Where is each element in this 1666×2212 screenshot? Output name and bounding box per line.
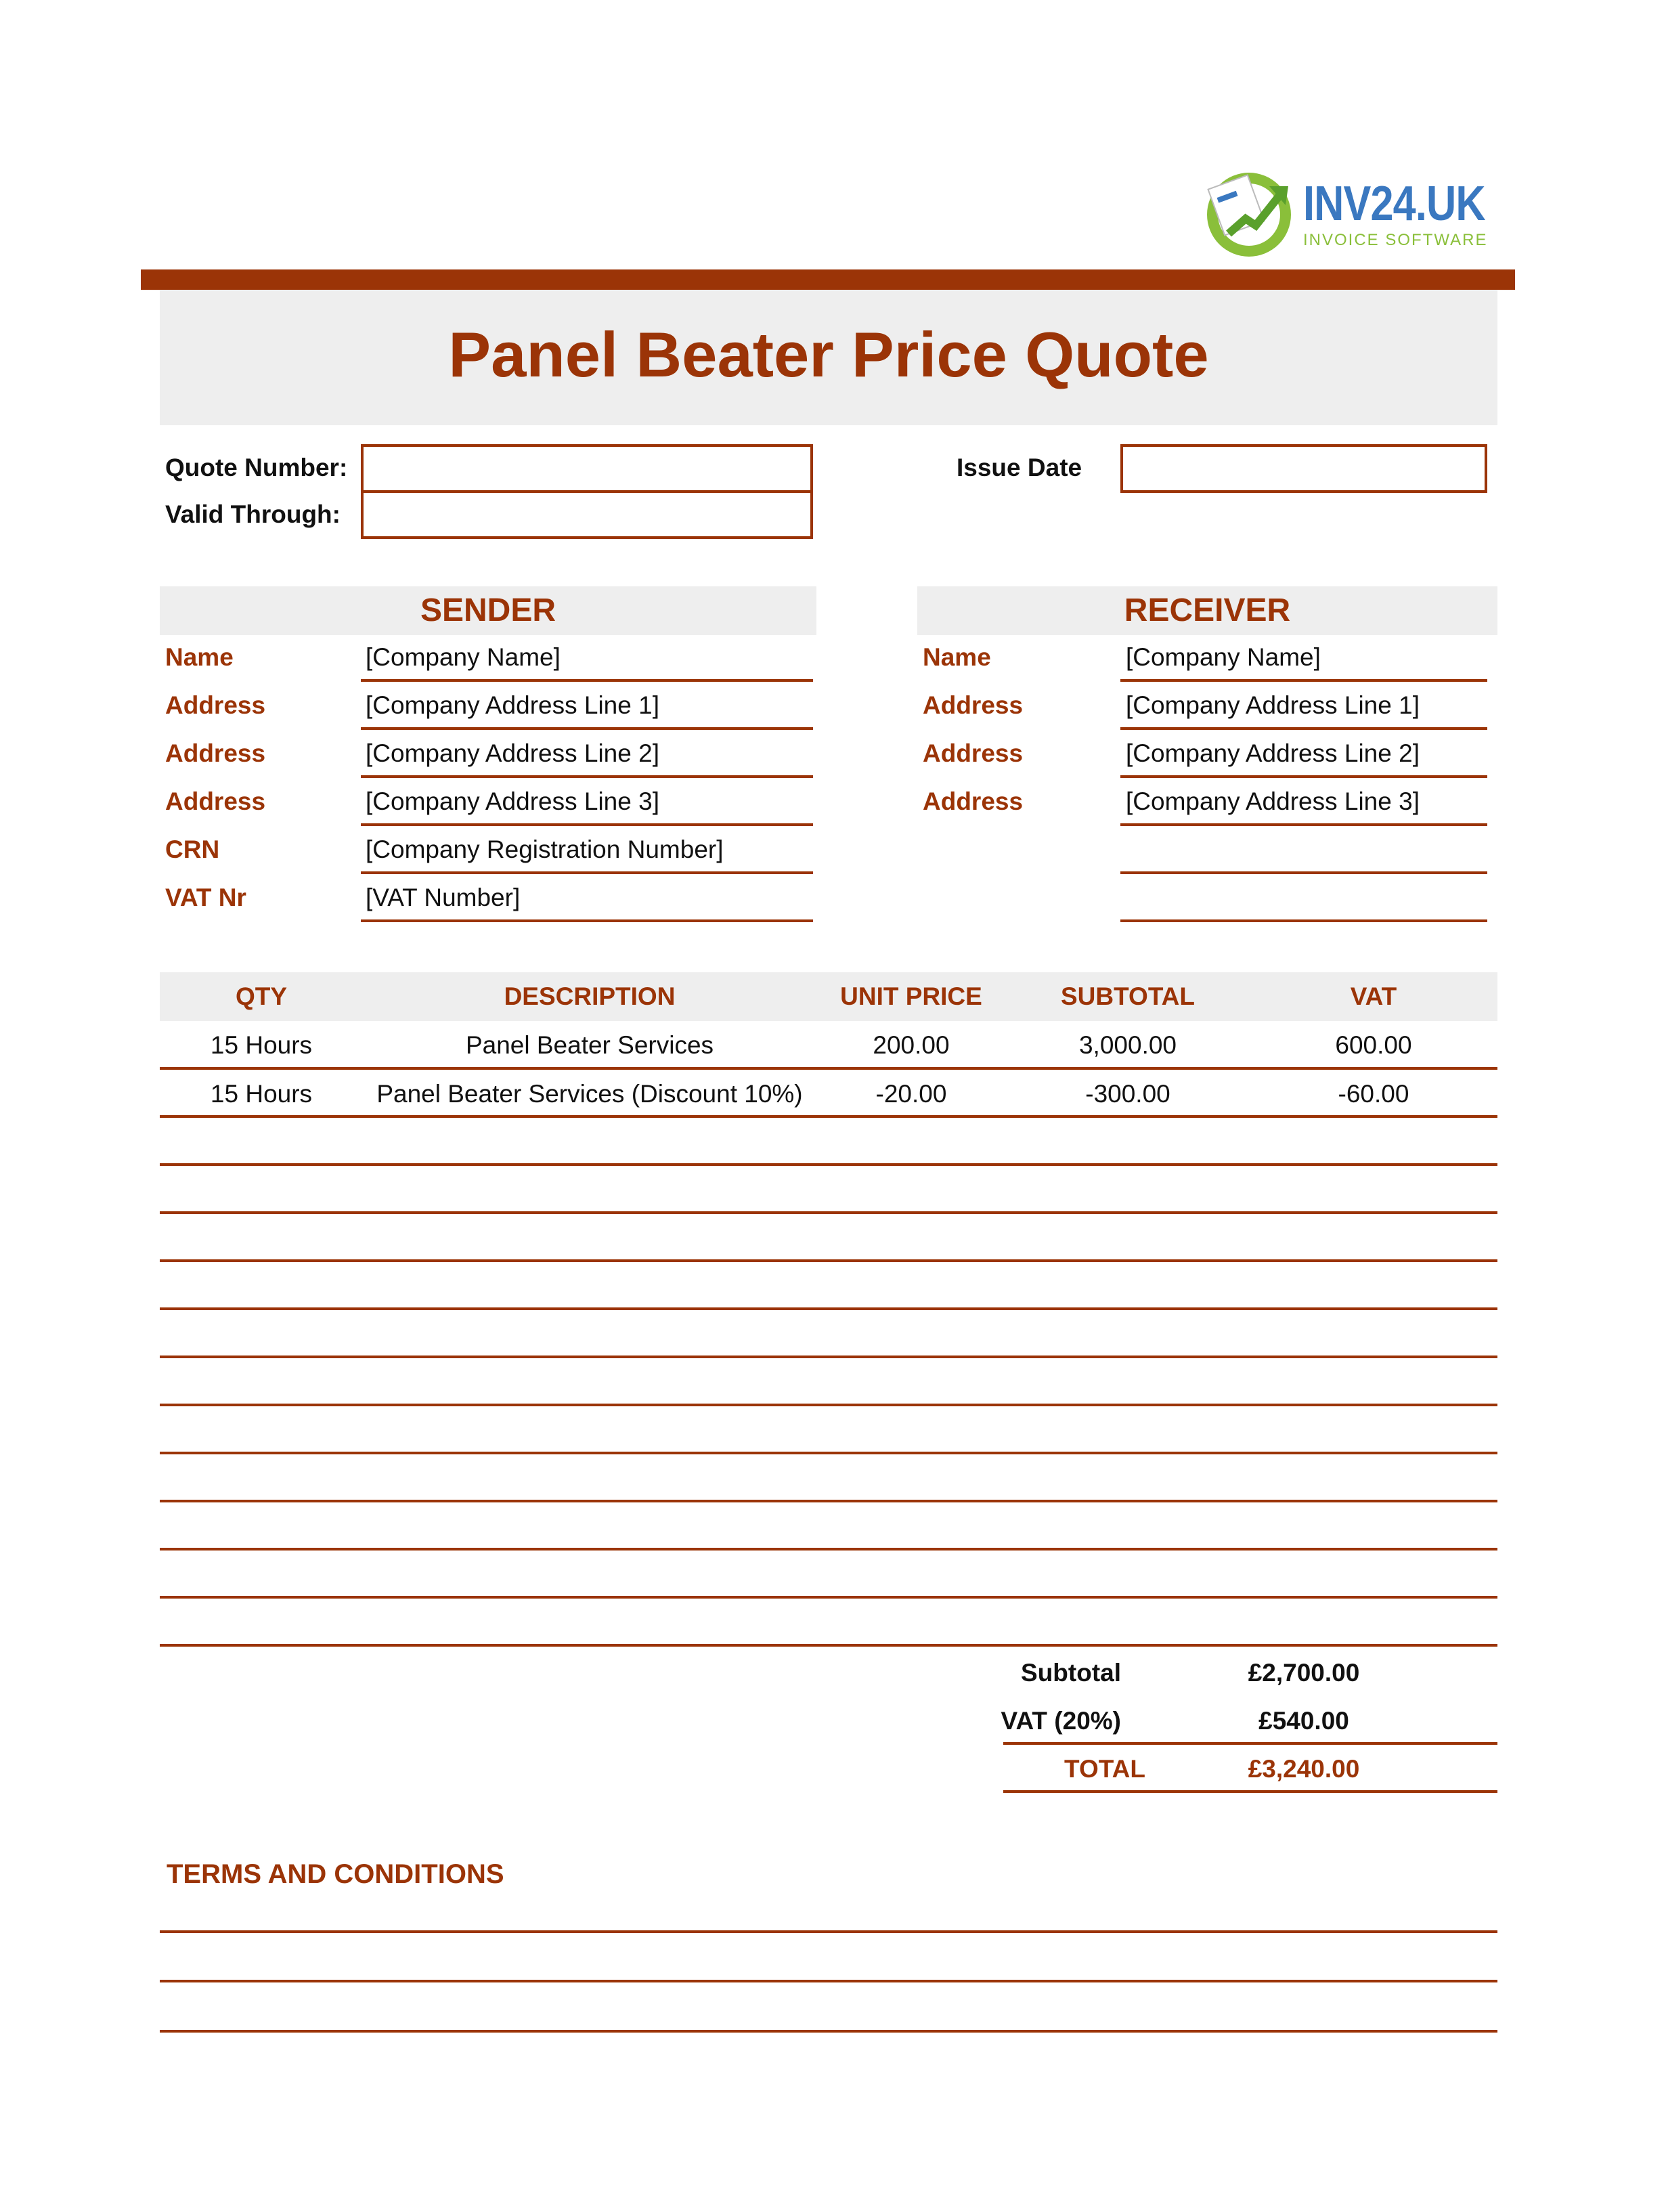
col-header-unit-price: UNIT PRICE bbox=[840, 982, 982, 1010]
receiver-underline bbox=[1120, 727, 1487, 730]
row-subtotal[interactable]: -300.00 bbox=[1085, 1080, 1170, 1108]
row-divider bbox=[160, 1115, 1497, 1118]
totals-divider bbox=[1003, 1742, 1497, 1745]
sender-value[interactable]: [Company Address Line 2] bbox=[366, 739, 659, 767]
sender-label: Name bbox=[165, 643, 234, 671]
receiver-value[interactable]: [Company Address Line 2] bbox=[1126, 739, 1420, 767]
col-header-vat: VAT bbox=[1350, 982, 1397, 1010]
sender-underline bbox=[361, 679, 813, 682]
row-description[interactable]: Panel Beater Services (Discount 10%) bbox=[376, 1080, 803, 1108]
sender-underline bbox=[361, 823, 813, 826]
row-vat[interactable]: -60.00 bbox=[1338, 1080, 1409, 1108]
sender-value[interactable]: [VAT Number] bbox=[366, 884, 521, 911]
row-divider bbox=[160, 1452, 1497, 1454]
sender-underline bbox=[361, 871, 813, 874]
receiver-value[interactable]: [Company Address Line 3] bbox=[1126, 787, 1420, 815]
row-divider bbox=[160, 1500, 1497, 1502]
receiver-underline bbox=[1120, 775, 1487, 778]
totals-divider bbox=[1003, 1790, 1497, 1793]
vat-total-value: £540.00 bbox=[1258, 1707, 1349, 1735]
sender-value[interactable]: [Company Name] bbox=[366, 643, 561, 671]
receiver-underline bbox=[1120, 679, 1487, 682]
receiver-underline bbox=[1120, 919, 1487, 922]
header-accent-bar bbox=[141, 269, 1515, 290]
receiver-label: Address bbox=[923, 691, 1024, 719]
terms-line[interactable] bbox=[160, 1930, 1497, 1933]
issue-date-field[interactable] bbox=[1120, 444, 1487, 493]
sender-label: Address bbox=[165, 691, 266, 719]
chart-arrow-logo-icon bbox=[1202, 166, 1296, 261]
sender-label: Address bbox=[165, 787, 266, 815]
sender-underline bbox=[361, 727, 813, 730]
quote-number-label: Quote Number: bbox=[165, 454, 348, 481]
issue-date-label: Issue Date bbox=[957, 454, 1082, 481]
row-qty[interactable]: 15 Hours bbox=[210, 1080, 313, 1108]
grand-total-value: £3,240.00 bbox=[1248, 1755, 1360, 1783]
receiver-value[interactable]: [Company Name] bbox=[1126, 643, 1321, 671]
receiver-underline bbox=[1120, 823, 1487, 826]
quote-number-field[interactable] bbox=[361, 444, 813, 493]
logo-name: INV24.UK bbox=[1303, 177, 1485, 231]
receiver-label: Address bbox=[923, 739, 1024, 767]
receiver-label: Name bbox=[923, 643, 991, 671]
col-header-description: DESCRIPTION bbox=[504, 982, 676, 1010]
brand-logo bbox=[1202, 166, 1486, 267]
terms-line[interactable] bbox=[160, 1980, 1497, 1982]
row-divider bbox=[160, 1644, 1497, 1647]
row-divider bbox=[160, 1211, 1497, 1214]
logo-tagline: INVOICE SOFTWARE bbox=[1303, 231, 1488, 249]
row-vat[interactable]: 600.00 bbox=[1335, 1031, 1412, 1059]
document-title: Panel Beater Price Quote bbox=[448, 319, 1209, 390]
row-divider bbox=[160, 1307, 1497, 1310]
row-divider bbox=[160, 1356, 1497, 1358]
row-divider bbox=[160, 1548, 1497, 1550]
sender-value[interactable]: [Company Registration Number] bbox=[366, 836, 724, 863]
row-qty[interactable]: 15 Hours bbox=[210, 1031, 313, 1059]
valid-through-field[interactable] bbox=[361, 490, 813, 539]
grand-total-label: TOTAL bbox=[1064, 1755, 1145, 1783]
row-divider bbox=[160, 1259, 1497, 1262]
subtotal-label: Subtotal bbox=[1021, 1659, 1121, 1687]
sender-label: VAT Nr bbox=[165, 884, 246, 911]
sender-value[interactable]: [Company Address Line 3] bbox=[366, 787, 659, 815]
row-description[interactable]: Panel Beater Services bbox=[465, 1031, 714, 1059]
row-divider bbox=[160, 1067, 1497, 1070]
valid-through-label: Valid Through: bbox=[165, 500, 341, 528]
row-subtotal[interactable]: 3,000.00 bbox=[1078, 1031, 1177, 1059]
col-header-qty: QTY bbox=[235, 982, 288, 1010]
row-unit-price[interactable]: -20.00 bbox=[875, 1080, 947, 1108]
receiver-value[interactable]: [Company Address Line 1] bbox=[1126, 691, 1420, 719]
receiver-heading: RECEIVER bbox=[917, 586, 1497, 635]
receiver-label: Address bbox=[923, 787, 1024, 815]
terms-line[interactable] bbox=[160, 2030, 1497, 2033]
col-header-subtotal: SUBTOTAL bbox=[1060, 982, 1195, 1010]
sender-underline bbox=[361, 775, 813, 778]
sender-heading: SENDER bbox=[160, 586, 816, 635]
row-divider bbox=[160, 1596, 1497, 1599]
row-divider bbox=[160, 1163, 1497, 1166]
sender-label: CRN bbox=[165, 836, 220, 863]
vat-total-label: VAT (20%) bbox=[1001, 1707, 1121, 1735]
subtotal-value: £2,700.00 bbox=[1248, 1659, 1360, 1687]
row-unit-price[interactable]: 200.00 bbox=[873, 1031, 950, 1059]
sender-label: Address bbox=[165, 739, 266, 767]
sender-value[interactable]: [Company Address Line 1] bbox=[366, 691, 659, 719]
sender-underline bbox=[361, 919, 813, 922]
receiver-underline bbox=[1120, 871, 1487, 874]
row-divider bbox=[160, 1404, 1497, 1406]
terms-heading: TERMS AND CONDITIONS bbox=[167, 1859, 504, 1889]
